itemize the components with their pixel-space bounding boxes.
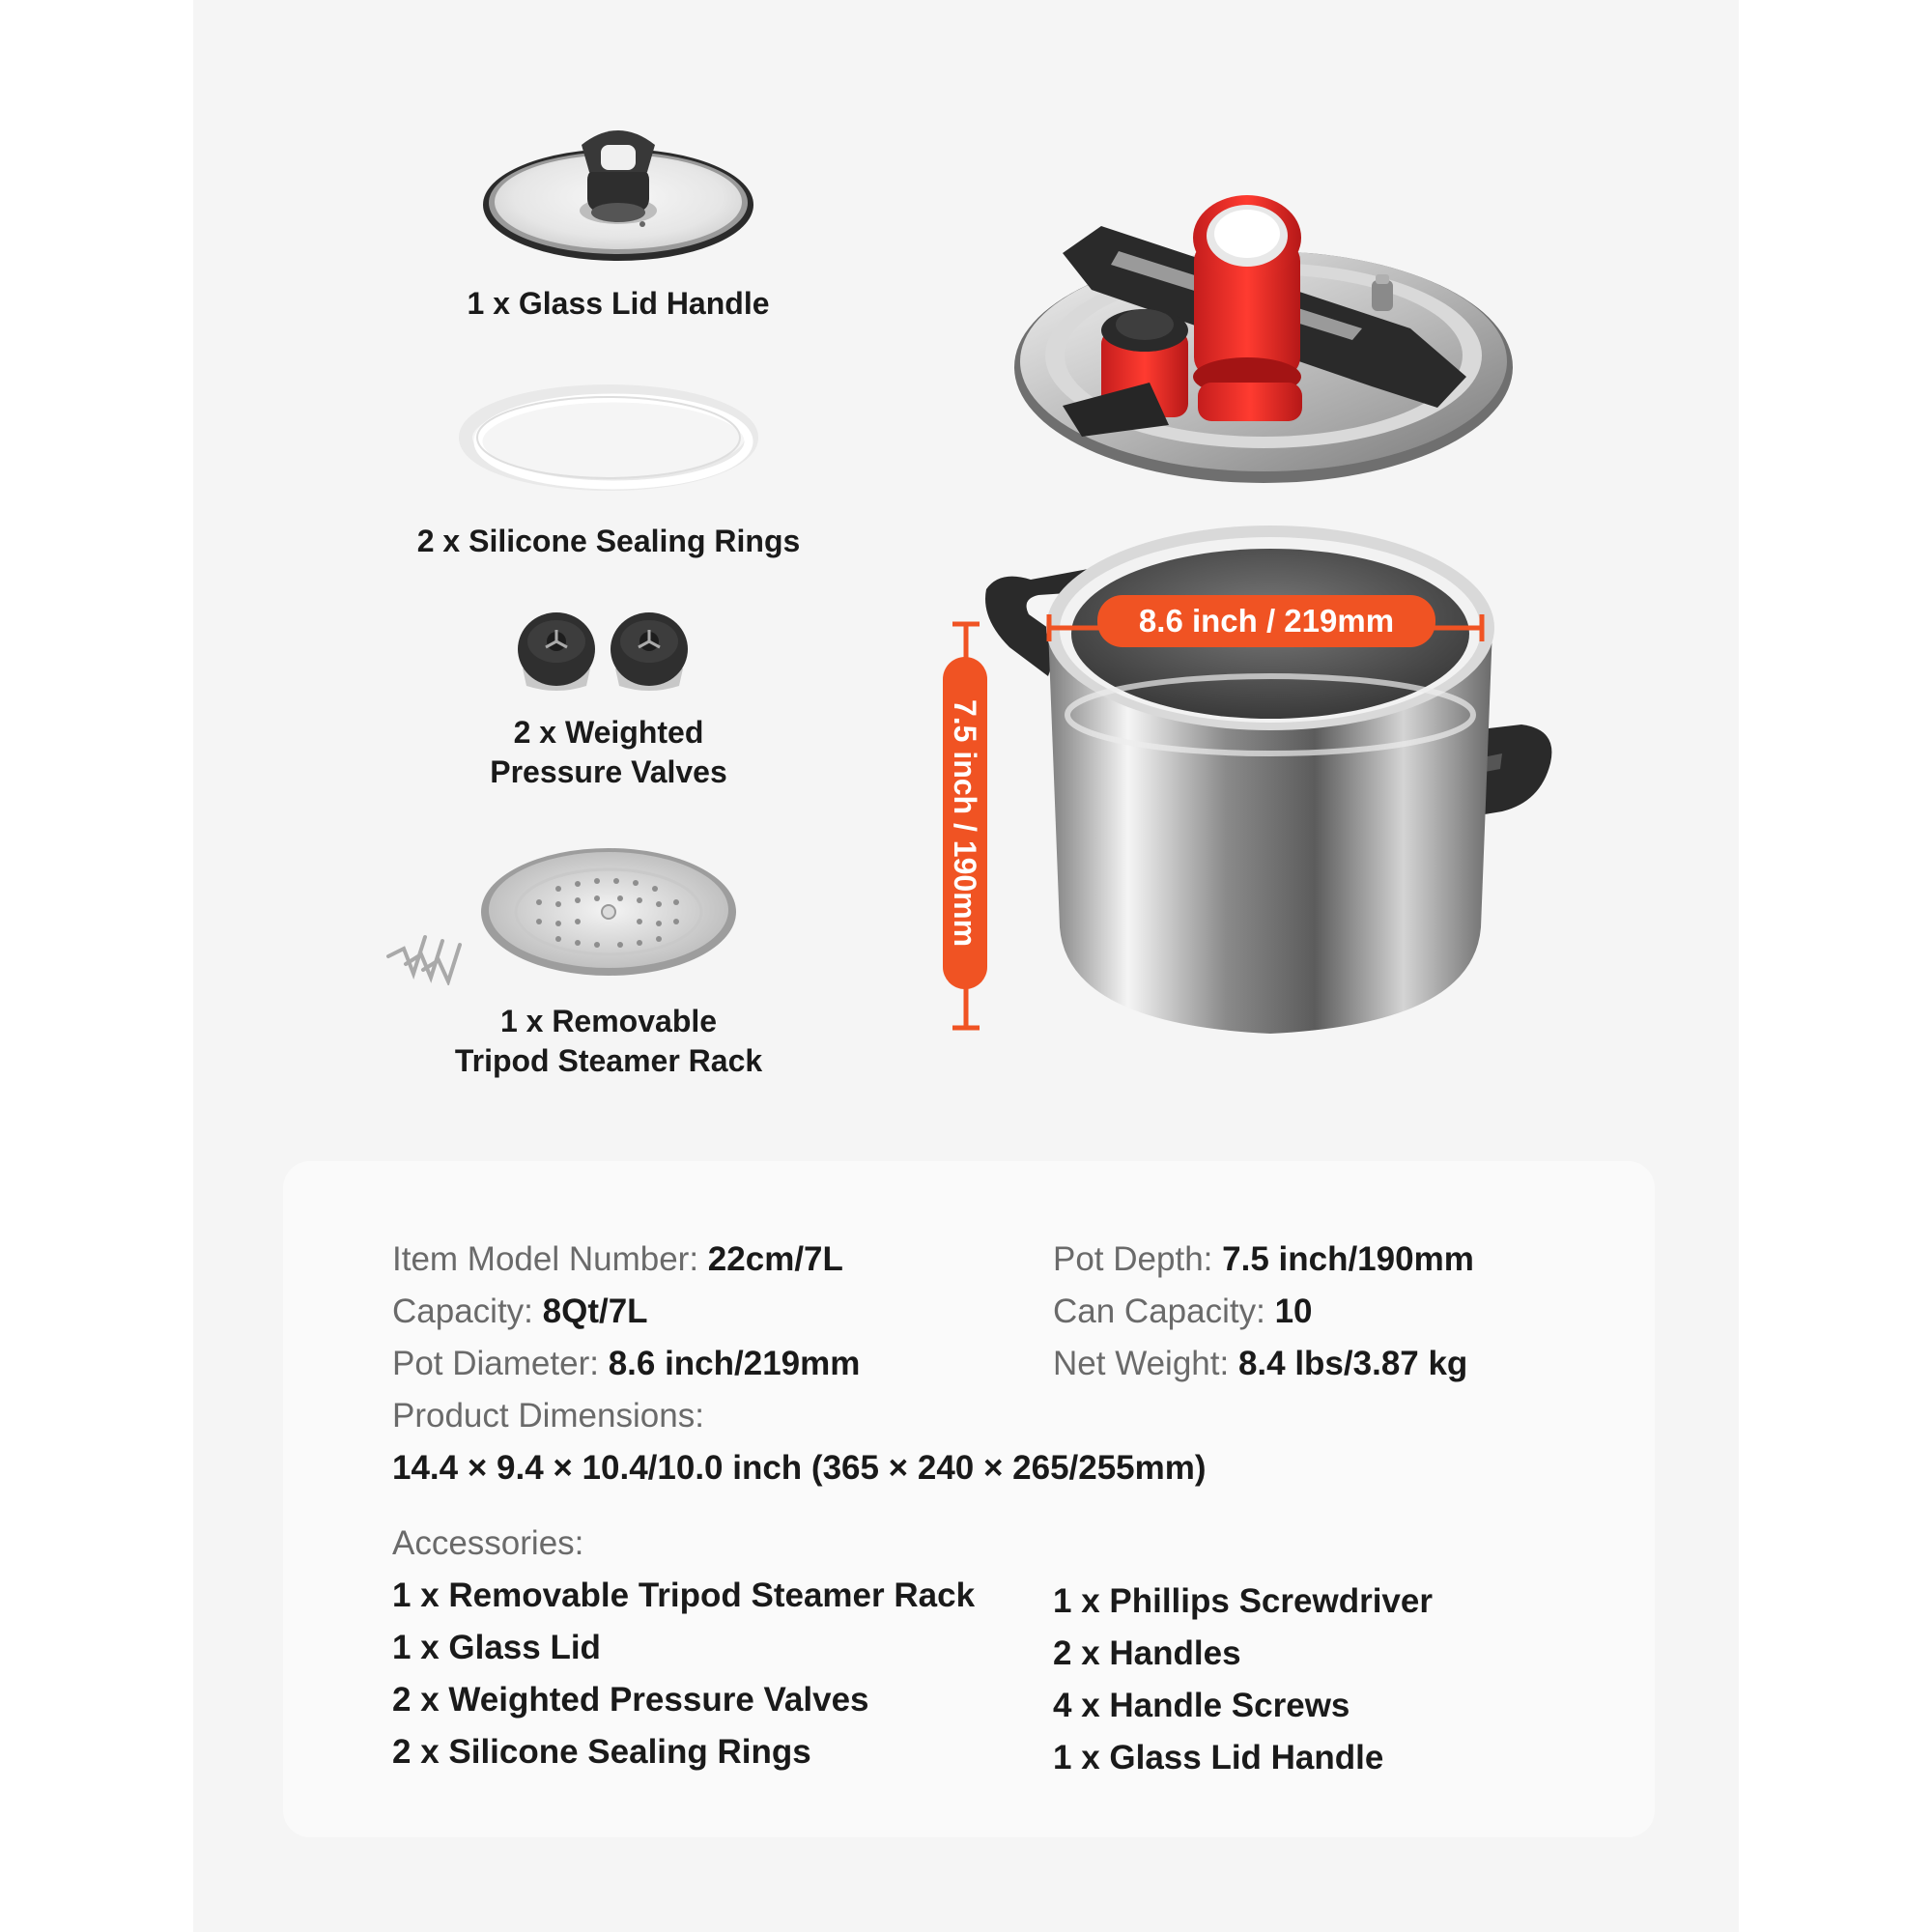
diameter-badge: 8.6 inch / 219mm <box>1097 595 1435 647</box>
spec-depth <box>1053 1238 1474 1281</box>
spec-can-capacity-label: Can Capacity: <box>1053 1293 1265 1330</box>
steamer-caption-line2: Tripod Steamer Rack <box>454 1043 763 1078</box>
steamer-caption-line1: 1 x Removable <box>499 1004 718 1038</box>
spec-model <box>392 1238 843 1281</box>
steamer-caption <box>406 1002 811 1081</box>
spec-can-capacity <box>1053 1291 1313 1333</box>
spec-capacity <box>392 1291 648 1333</box>
spec-model-value: 22cm/7L <box>707 1240 843 1278</box>
spec-product-dimensions-value: 14.4 × 9.4 × 10.4/10.0 inch (365 × 240 × 265/255mm) <box>392 1449 1207 1487</box>
accessory-right-item: 1 x Phillips Screwdriver <box>1053 1582 1433 1620</box>
valves-caption <box>406 713 811 792</box>
accessory-left-item: 1 x Glass Lid <box>392 1629 601 1666</box>
sealing-rings-caption: 2 x Silicone Sealing Rings <box>416 524 801 558</box>
glass-lid-handle-caption: 1 x Glass Lid Handle <box>467 286 770 321</box>
spec-net-weight-label: Net Weight: <box>1053 1345 1230 1382</box>
accessory-right-item: 2 x Handles <box>1053 1634 1241 1672</box>
valves-caption-line1: 2 x Weighted <box>513 715 704 750</box>
accessory-right-item: 1 x Glass Lid Handle <box>1053 1739 1384 1776</box>
accessory-left-item: 1 x Removable Tripod Steamer Rack <box>392 1577 976 1614</box>
spec-capacity-value: 8Qt/7L <box>542 1293 648 1330</box>
spec-diameter <box>392 1343 860 1385</box>
spec-product-dimensions-label: Product Dimensions: <box>392 1397 704 1435</box>
spec-capacity-label: Capacity: <box>392 1293 533 1330</box>
spec-diameter-value: 8.6 inch/219mm <box>608 1345 861 1382</box>
sealing-rings-image <box>454 382 763 497</box>
depth-badge <box>943 657 987 989</box>
spec-depth-value: 7.5 inch/190mm <box>1222 1240 1474 1278</box>
spec-net-weight <box>1053 1343 1467 1385</box>
accessory-right-item: 4 x Handle Screws <box>1053 1687 1350 1724</box>
weighted-valves-image <box>517 611 700 697</box>
spec-net-weight-value: 8.4 lbs/3.87 kg <box>1237 1345 1468 1382</box>
depth-badge-label: 7.5 inch / 190mm <box>948 698 982 948</box>
accessory-left-item: 2 x Weighted Pressure Valves <box>392 1681 869 1719</box>
spec-depth-label: Pot Depth: <box>1053 1240 1213 1278</box>
accessory-left-item: 2 x Silicone Sealing Rings <box>392 1733 811 1771</box>
pressure-lid-image <box>1005 184 1526 502</box>
steamer-rack-image <box>384 840 742 985</box>
glass-lid-image <box>473 116 763 270</box>
valves-caption-line2: Pressure Valves <box>490 754 727 789</box>
spec-diameter-label: Pot Diameter: <box>392 1345 599 1382</box>
spec-model-label: Item Model Number: <box>392 1240 699 1278</box>
accessories-label: Accessories: <box>392 1524 584 1562</box>
spec-can-capacity-value: 10 <box>1274 1293 1313 1330</box>
